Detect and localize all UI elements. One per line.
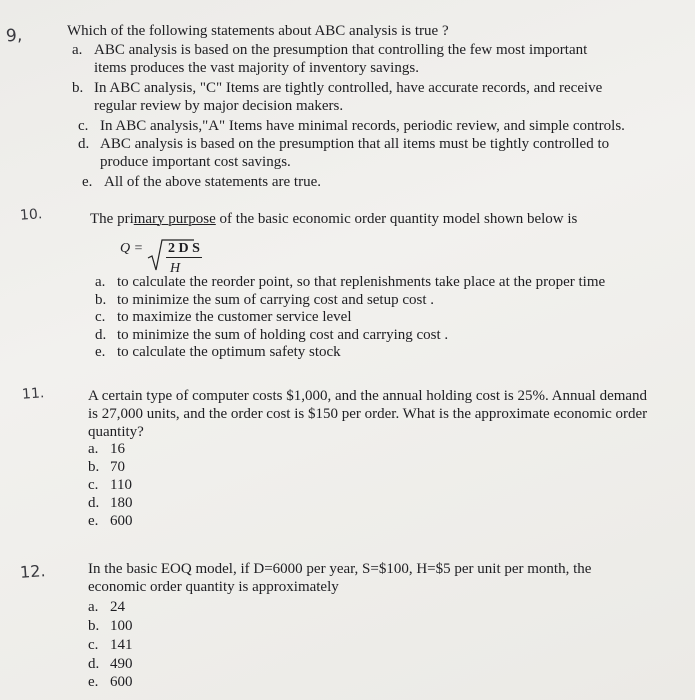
- option-text-continued: regular review by major decision makers.: [94, 98, 344, 114]
- question-12-option-d[interactable]: [88, 655, 133, 673]
- option-letter: c.: [88, 477, 99, 493]
- option-text: 24: [110, 599, 125, 615]
- question-11-stem: [88, 387, 647, 441]
- question-9-option-b[interactable]: [72, 79, 602, 115]
- question-9-option-d[interactable]: [78, 135, 609, 171]
- stem-line-1: In the basic EOQ model, if D=6000 per year, S=$100, H=$5 per unit per month, the: [88, 561, 592, 577]
- option-text: 600: [110, 674, 133, 690]
- option-letter: d.: [88, 495, 100, 511]
- question-10-option-e[interactable]: [95, 343, 341, 361]
- option-letter: e.: [95, 344, 106, 360]
- question-9-option-c[interactable]: [78, 117, 625, 135]
- option-text: 180: [110, 495, 133, 511]
- option-text: to maximize the customer service level: [117, 309, 352, 325]
- question-12-number: 12.: [19, 561, 47, 582]
- option-letter: b.: [88, 618, 100, 634]
- question-11-option-a[interactable]: [88, 440, 125, 458]
- option-letter: d.: [95, 327, 107, 343]
- question-11-option-d[interactable]: [88, 494, 133, 512]
- option-letter: b.: [72, 80, 84, 96]
- option-text: ABC analysis is based on the presumption that controlling the few most important: [94, 42, 588, 58]
- option-text: In ABC analysis, "C" Items are tightly controlled, have accurate records, and receive: [94, 80, 603, 96]
- option-letter: a.: [88, 441, 99, 457]
- option-text: 110: [110, 477, 132, 493]
- question-10-stem: [90, 210, 577, 228]
- question-10-option-d[interactable]: [95, 326, 448, 344]
- stem-text: The pri: [90, 211, 134, 227]
- question-12-option-e[interactable]: [88, 673, 133, 691]
- option-text: 141: [110, 637, 133, 653]
- stem-text: of the basic economic order quantity model shown below is: [215, 211, 578, 227]
- option-text: to calculate the reorder point, so that replenishments take place at the proper time: [117, 274, 606, 290]
- option-letter: c.: [88, 637, 99, 653]
- question-9-number: 9,: [5, 25, 23, 47]
- option-text: 16: [110, 441, 125, 457]
- option-letter: b.: [95, 292, 107, 308]
- stem-line-1: A certain type of computer costs $1,000, and the annual holding cost is 25%. Annual demand: [88, 388, 648, 404]
- option-text-continued: items produces the vast majority of inventory savings.: [94, 60, 419, 76]
- option-letter: e.: [82, 174, 93, 190]
- stem-underlined-text: mary purpose: [133, 211, 216, 227]
- question-12-option-c[interactable]: [88, 636, 133, 654]
- option-letter: c.: [95, 309, 106, 325]
- option-text: to minimize the sum of holding cost and carrying cost .: [117, 327, 449, 343]
- question-10-option-c[interactable]: [95, 308, 352, 326]
- option-letter: e.: [88, 513, 99, 529]
- question-11-number: 11.: [21, 385, 45, 403]
- question-9-option-e[interactable]: [82, 173, 321, 191]
- option-text: to calculate the optimum safety stock: [117, 344, 341, 360]
- option-text: 490: [110, 656, 133, 672]
- question-12-stem: [88, 560, 591, 596]
- formula-denominator: H: [170, 261, 181, 276]
- stem-line-3: quantity?: [88, 424, 144, 440]
- option-text: In ABC analysis,"A" Items have minimal records, periodic review, and simple controls.: [100, 118, 625, 134]
- option-letter: e.: [88, 674, 99, 690]
- option-letter: a.: [95, 274, 106, 290]
- stem-line-2: economic order quantity is approximately: [88, 579, 339, 595]
- option-text: All of the above statements are true.: [104, 174, 322, 190]
- question-11-option-e[interactable]: [88, 512, 133, 530]
- option-letter: c.: [78, 118, 89, 134]
- question-11-option-c[interactable]: [88, 476, 132, 494]
- option-text: 70: [110, 459, 125, 475]
- option-text: ABC analysis is based on the presumption that all items must be tightly controlled to: [100, 136, 610, 152]
- formula-numerator: 2 D S: [168, 241, 200, 256]
- option-text: 600: [110, 513, 133, 529]
- option-text: to minimize the sum of carrying cost and setup cost .: [117, 292, 435, 308]
- question-9-option-a[interactable]: [72, 41, 587, 77]
- option-letter: b.: [88, 459, 100, 475]
- question-12-option-a[interactable]: [88, 598, 125, 616]
- option-text: 100: [110, 618, 133, 634]
- option-letter: a.: [72, 42, 83, 58]
- option-text-continued: produce important cost savings.: [100, 154, 291, 170]
- option-letter: d.: [78, 136, 90, 152]
- question-9-stem: Which of the following statements about ABC analysis is true ?: [67, 23, 449, 39]
- question-11-option-b[interactable]: [88, 458, 125, 476]
- question-12-option-b[interactable]: [88, 617, 133, 635]
- option-letter: d.: [88, 656, 100, 672]
- question-10-option-a[interactable]: [95, 273, 605, 291]
- question-10-number: 10.: [19, 206, 43, 224]
- formula-lhs: Q =: [120, 241, 144, 256]
- option-letter: a.: [88, 599, 99, 615]
- question-10-option-b[interactable]: [95, 291, 434, 309]
- stem-line-2: is 27,000 units, and the order cost is $150 per order. What is the approximate economic order: [88, 406, 648, 422]
